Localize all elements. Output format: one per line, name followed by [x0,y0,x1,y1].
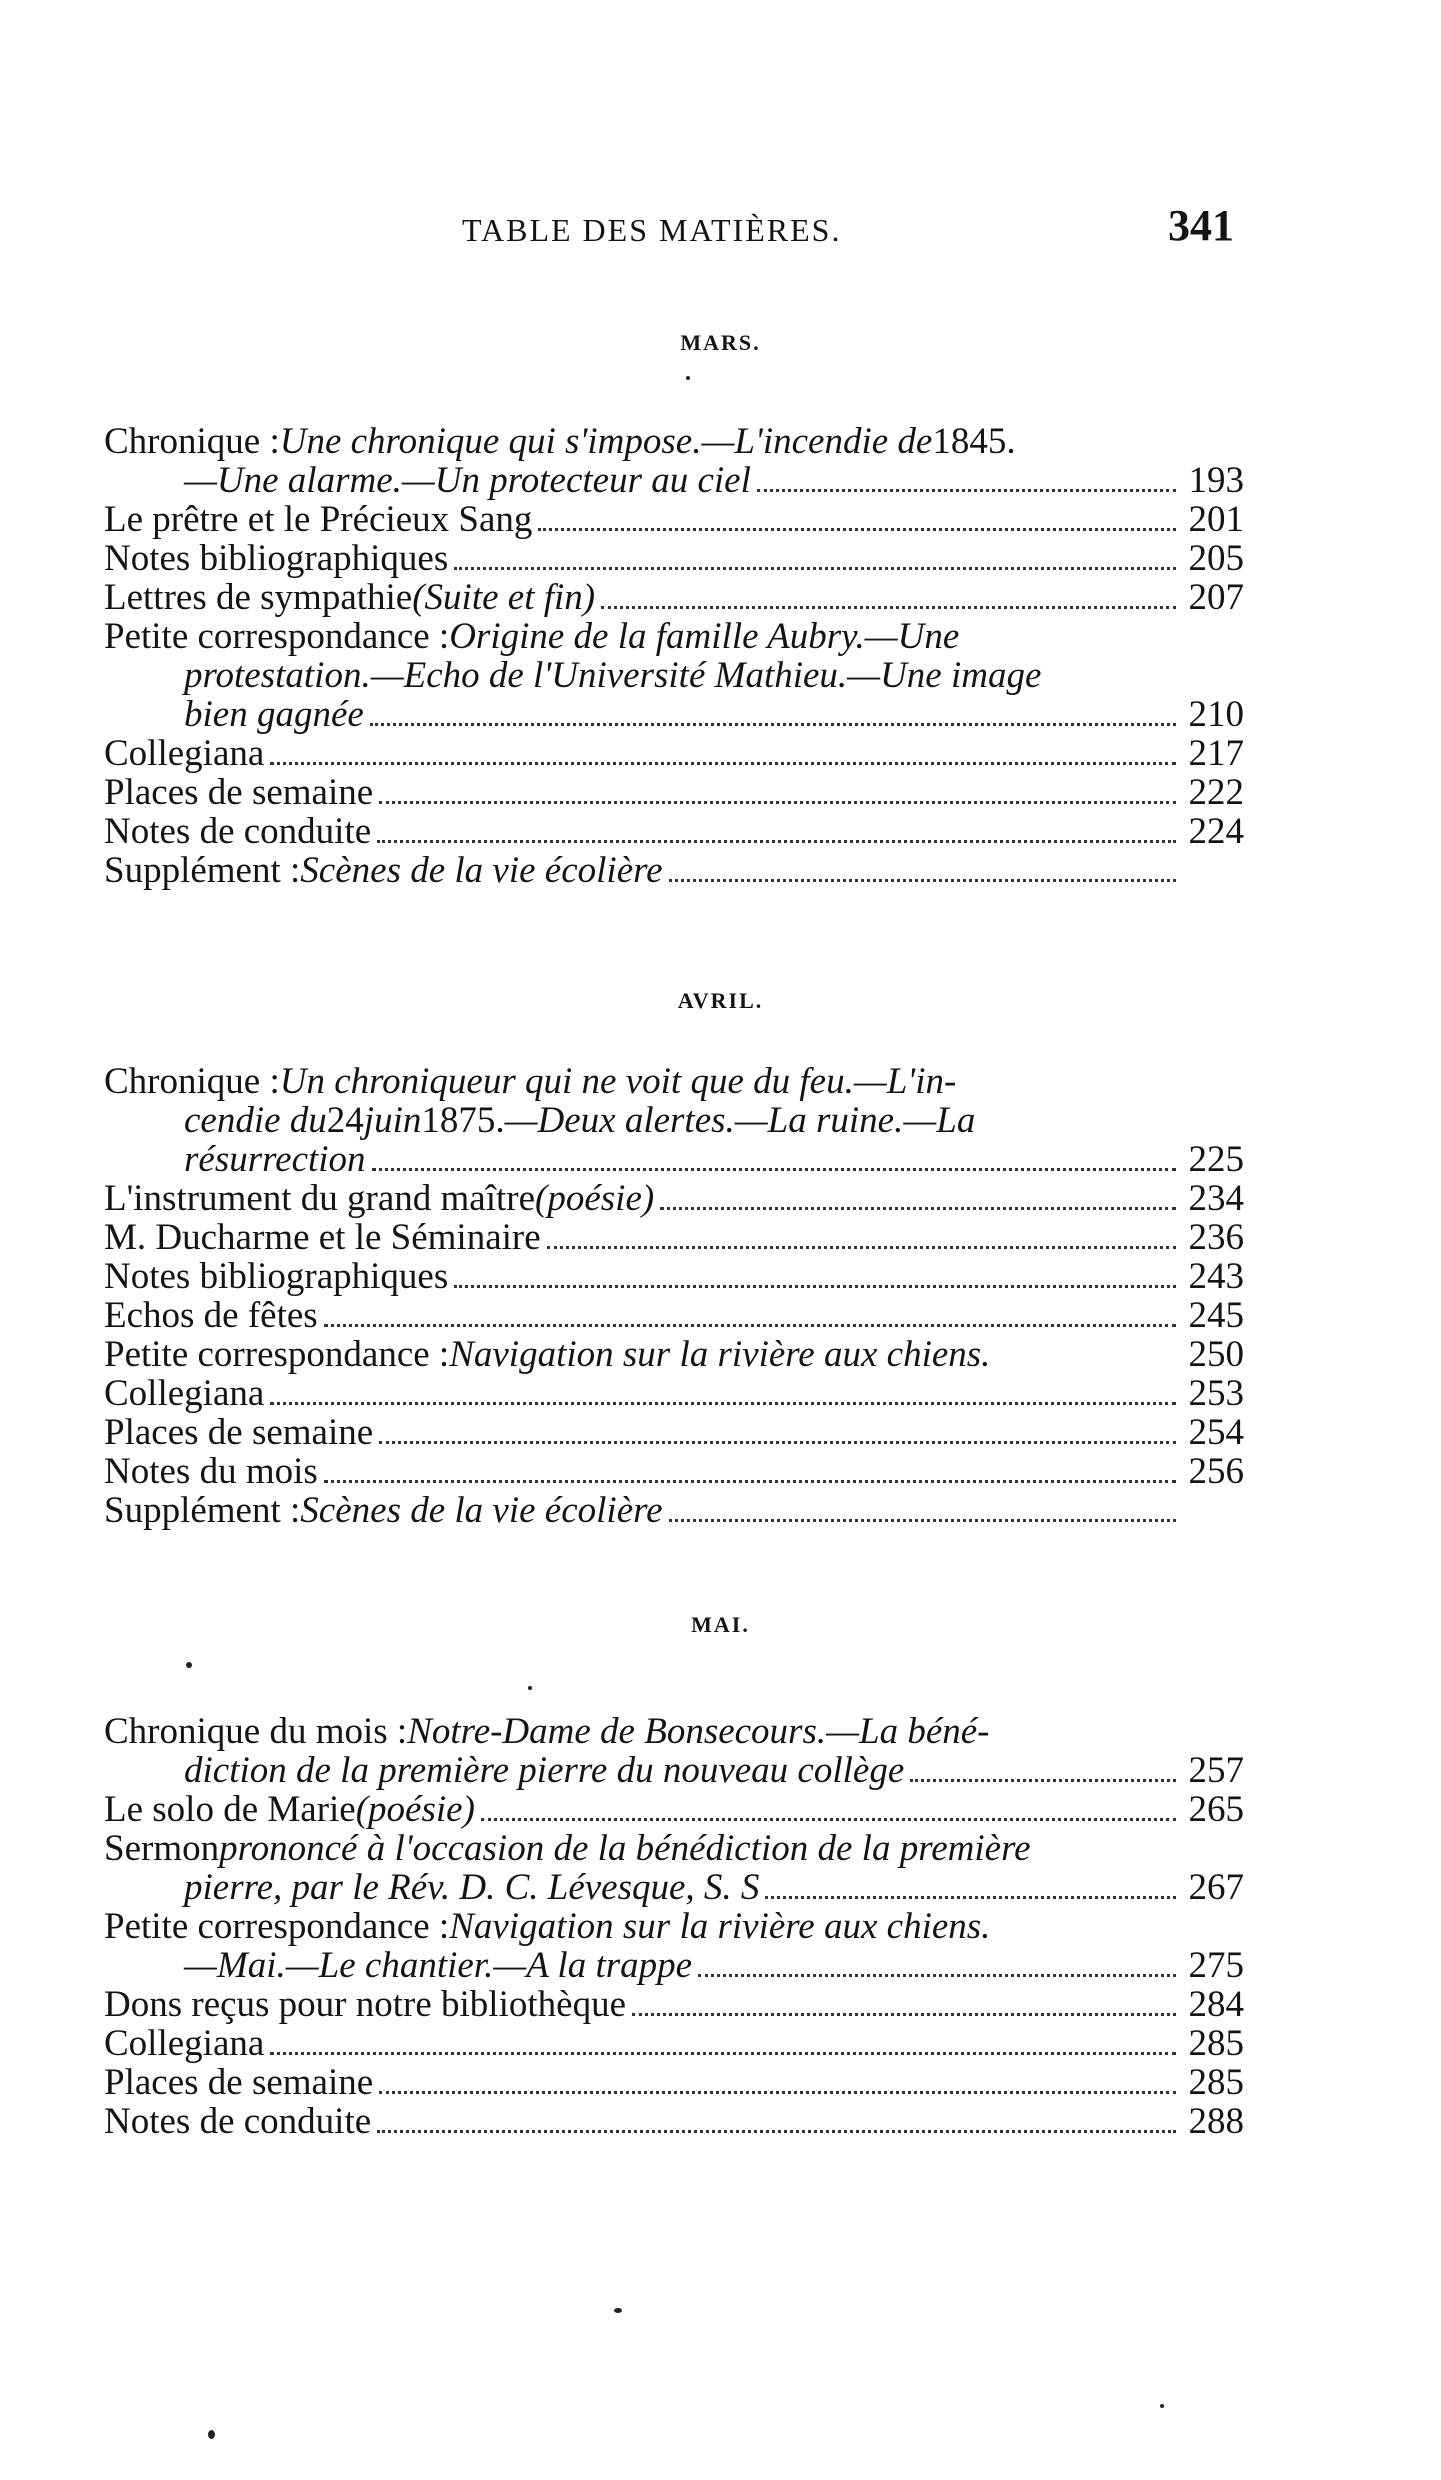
toc-entry [104,1374,1244,1413]
entry-page: 207 [1188,577,1244,618]
toc-entry [104,1413,1244,1452]
entry-page: 224 [1188,811,1244,852]
entry-label: M. Ducharme et le Séminaire [104,1217,541,1258]
entry-label: Notes bibliographiques [104,538,449,579]
entry-page: 265 [1188,1789,1244,1830]
toc-entry [104,2024,1244,2063]
toc-entry [104,1062,1244,1179]
toc-entry [104,773,1244,812]
entry-page: 201 [1188,499,1244,540]
dot-leader [454,567,1176,570]
toc-entry [104,851,1244,890]
entry-detail: Une chronique qui s'impose.—L'incendie de [279,421,933,462]
entry-page: 217 [1188,733,1244,774]
ink-speck [528,1686,532,1690]
entry-page: 225 [1188,1139,1244,1180]
entry-page: 236 [1188,1217,1244,1258]
entry-label: Lettres de sympathie [104,577,413,618]
entry-page: 285 [1188,2062,1244,2103]
dot-leader [379,2091,1176,2094]
ink-speck [1160,2404,1164,2408]
toc-entry [104,422,1244,500]
entry-page: 250 [1188,1334,1244,1375]
entry-detail: Origine de la famille Aubry.—Une [449,616,960,657]
entry-page: 210 [1188,694,1244,735]
toc-entry [104,578,1244,617]
entry-page: 254 [1188,1412,1244,1453]
entry-detail: Notre-Dame de Bonsecours.—La béné- [407,1711,990,1752]
entry-page: 205 [1188,538,1244,579]
entry-page: 222 [1188,772,1244,813]
ink-speck [208,2430,215,2439]
dot-leader [601,606,1176,609]
dot-leader [454,1285,1176,1288]
toc-entry [104,1829,1244,1907]
entry-detail: —Une alarme.—Un protecteur au ciel [184,460,751,501]
entry-page: 243 [1188,1256,1244,1297]
toc-entry [104,617,1244,734]
running-title: TABLE DES MATIÈRES. [462,212,842,248]
entry-page: 257 [1188,1750,1244,1791]
dot-leader [370,723,1176,726]
entry-label: Le solo de Marie [104,1789,356,1830]
entry-detail: Scènes de la vie écolière [300,850,663,891]
entry-detail: (poésie) [355,1789,475,1830]
entry-label: Chronique : [104,421,280,462]
dot-leader [324,1480,1176,1483]
entry-detail: Navigation sur la rivière aux chiens. [449,1334,991,1375]
dot-leader [757,489,1176,492]
entry-page: 245 [1188,1295,1244,1336]
entry-label: Notes de conduite [104,2101,372,2142]
toc-entry [104,1712,1244,1790]
entry-day: 24 [326,1100,364,1141]
toc-entry [104,2063,1244,2102]
entry-detail: Navigation sur la rivière aux chiens. [449,1906,991,1947]
toc-entry [104,1257,1244,1296]
entry-detail: (Suite et fin) [412,577,596,618]
dot-leader [669,879,1176,882]
entry-label: Collegiana [104,733,265,774]
toc-entry [104,2102,1244,2141]
toc-entry [104,1179,1244,1218]
toc-entry [104,734,1244,773]
dot-leader [324,1324,1176,1327]
entry-label: Sermon [104,1828,220,1869]
entry-label: Chronique : [104,1061,280,1102]
entry-label: Places de semaine [104,1412,374,1453]
entry-detail: prononcé à l'occasion de la bénédiction de la première [219,1828,1031,1869]
entry-label: Collegiana [104,1373,265,1414]
entry-label: Places de semaine [104,772,374,813]
dot-leader [270,762,1176,765]
entry-label: Petite correspondance : [104,616,450,657]
dot-leader [538,528,1176,531]
dot-leader [632,2013,1176,2016]
entry-page: 288 [1188,2101,1244,2142]
entry-label: L'instrument du grand maître [104,1178,536,1219]
ink-speck [686,376,690,380]
toc-entry [104,1985,1244,2024]
entry-detail: diction de la première pierre du nouveau collège [184,1750,905,1791]
toc-entry [104,500,1244,539]
entry-label: Petite correspondance : [104,1334,450,1375]
entry-label: Places de semaine [104,2062,374,2103]
dot-leader [698,1974,1176,1977]
entry-page: 193 [1188,460,1244,501]
toc-entry [104,1452,1244,1491]
entry-detail: juin [363,1100,422,1141]
entry-page: 234 [1188,1178,1244,1219]
entry-label: Supplément : [104,1490,301,1531]
entry-detail: résurrection [184,1139,366,1180]
dot-leader [660,1207,1176,1210]
toc-entry [104,1907,1244,1985]
dot-leader [377,2130,1176,2133]
entry-label: Collegiana [104,2023,265,2064]
dot-leader [270,2052,1176,2055]
entry-detail: —Deux alertes.—La ruine.—La [504,1100,976,1141]
entry-label: Chronique du mois : [104,1711,408,1752]
entry-page: 267 [1188,1867,1244,1908]
dot-leader [910,1779,1176,1782]
toc-section-avril [104,1062,1244,1530]
section-title-mars: MARS. [680,330,761,355]
entry-page: 284 [1188,1984,1244,2025]
entry-label: Petite correspondance : [104,1906,450,1947]
entry-page: 253 [1188,1373,1244,1414]
toc-entry [104,539,1244,578]
entry-label: Notes de conduite [104,811,372,852]
entry-label: Notes bibliographiques [104,1256,449,1297]
entry-year: 1845. [932,421,1016,462]
entry-label: Notes du mois [104,1451,318,1492]
entry-detail: bien gagnée [184,694,364,735]
entry-label: Dons reçus pour notre bibliothèque [104,1984,626,2025]
toc-section-mai [104,1712,1244,2141]
entry-detail: (poésie) [535,1178,655,1219]
entry-label: Supplément : [104,850,301,891]
section-title-avril: AVRIL. [677,988,764,1013]
dot-leader [669,1519,1176,1522]
entry-year: 1875. [421,1100,505,1141]
toc-entry [104,812,1244,851]
entry-label: Echos de fêtes [104,1295,318,1336]
toc-section-mars [104,422,1244,890]
entry-detail: cendie du [184,1100,327,1141]
entry-detail: —Mai.—Le chantier.—A la trappe [184,1945,693,1986]
toc-entry [104,1218,1244,1257]
entry-detail: Scènes de la vie écolière [300,1490,663,1531]
toc-entry [104,1790,1244,1829]
dot-leader [379,801,1176,804]
dot-leader [481,1818,1176,1821]
page-header [0,200,1441,260]
dot-leader [765,1896,1176,1899]
entry-page: 256 [1188,1451,1244,1492]
dot-leader [372,1168,1176,1171]
ink-speck [614,2308,622,2313]
entry-label: Le prêtre et le Précieux Sang [104,499,533,540]
page-number: 341 [1168,201,1234,250]
dot-leader [547,1246,1176,1249]
ink-speck [186,1662,192,1668]
dot-leader [379,1441,1176,1444]
entry-detail: Un chroniqueur qui ne voit que du feu.—L'in- [279,1061,957,1102]
dot-leader [377,840,1176,843]
dot-leader [270,1402,1176,1405]
section-title-mai: MAI. [691,1612,750,1637]
entry-detail: protestation.—Echo de l'Université Mathieu.—Une image [184,655,1042,696]
toc-entry [104,1491,1244,1530]
toc-entry [104,1296,1244,1335]
entry-page: 285 [1188,2023,1244,2064]
entry-page: 275 [1188,1945,1244,1986]
entry-detail: pierre, par le Rév. D. C. Lévesque, S. S [184,1867,760,1908]
toc-entry [104,1335,1244,1374]
